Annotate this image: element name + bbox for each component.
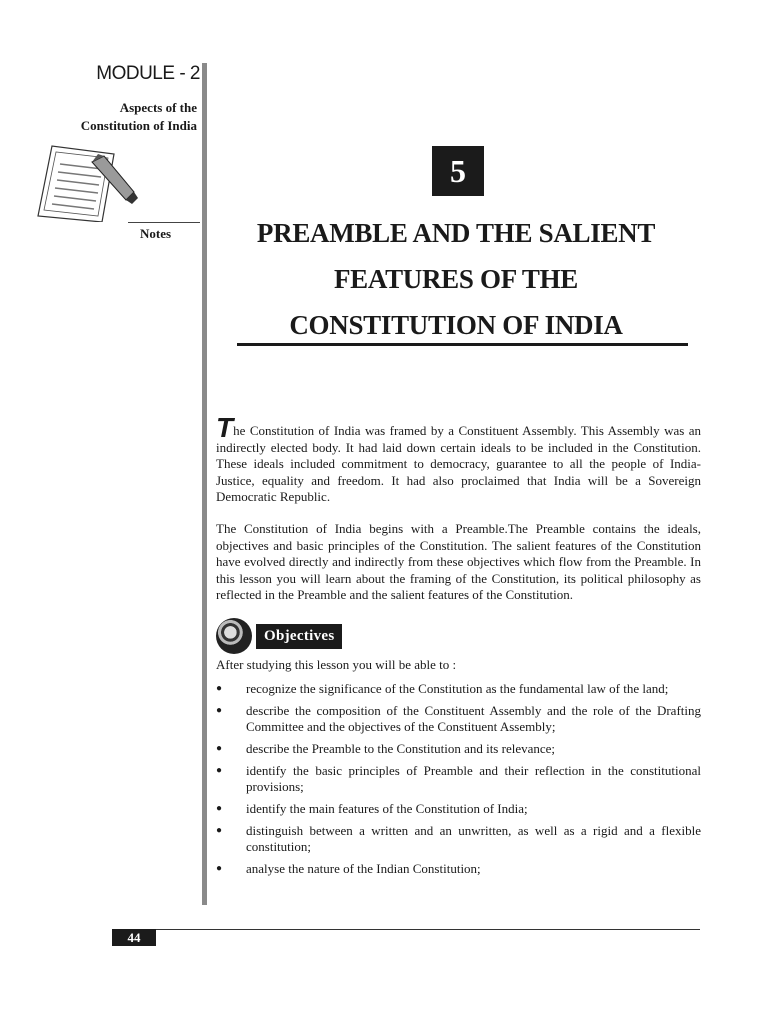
drop-cap: T <box>216 412 234 443</box>
list-item <box>216 763 701 795</box>
target-icon <box>216 618 252 654</box>
preamble-paragraph: The Constitution of India begins with a Preamble.The Preamble contains the ideals, objectives and basic principles of the Constitution. The salient features of the Constitution have evolved directly and indirectly from these objectives which flow from the Preamble. In this lesson you will learn about the framing of the Constitution, its political philosophy as reflected in the Preamble and the salient features of the Constitution. <box>216 521 701 602</box>
list-item-text: identify the basic principles of Preamble and their reflection in the constitutional provisions; <box>246 763 701 794</box>
intro-paragraph <box>216 412 701 506</box>
bullet-icon: ● <box>216 705 223 716</box>
chapter-title <box>216 210 696 348</box>
list-item-text: identify the main features of the Constitution of India; <box>246 801 528 816</box>
bullet-icon: ● <box>216 863 223 874</box>
bullet-icon: ● <box>216 765 223 776</box>
list-item <box>216 861 701 877</box>
bullet-icon: ● <box>216 683 223 694</box>
list-item-text: describe the composition of the Constituent Assembly and the role of the Drafting Committee and the objectives of the Constituent Assembly; <box>246 703 701 734</box>
bullet-icon: ● <box>216 825 223 836</box>
chapter-title-line: PREAMBLE AND THE SALIENT <box>256 218 656 248</box>
list-item <box>216 741 701 757</box>
list-item <box>216 703 701 735</box>
list-item-text: distinguish between a written and an unwritten, as well as a rigid and a flexible constitution; <box>246 823 701 854</box>
intro-paragraph-text: he Constitution of India was framed by a Constituent Assembly. This Assembly was an indirectly elected body. It had laid down certain ideals to be included in the Constitution. These ideals included commitment to democracy, guarantee to all the people of India-Justice, equality and freedom. It had also proclaimed that India will be a Sovereign Democratic Republic. <box>216 423 701 504</box>
footer-rule <box>112 929 700 930</box>
list-item-text: analyse the nature of the Indian Constitution; <box>246 861 481 876</box>
list-item <box>216 801 701 817</box>
bullet-icon: ● <box>216 803 223 814</box>
title-underline <box>237 343 688 346</box>
list-item <box>216 681 701 697</box>
section-heading <box>27 99 197 135</box>
page-number: 44 <box>112 929 156 946</box>
objectives-list <box>216 681 701 883</box>
list-item <box>216 823 701 855</box>
notes-paper-pencil-icon <box>32 138 142 222</box>
chapter-title-line: CONSTITUTION OF INDIA <box>289 310 623 340</box>
notes-label: Notes <box>140 226 172 241</box>
chapter-number: 5 <box>432 146 484 196</box>
module-label: MODULE - 2 <box>96 63 200 84</box>
section-heading-line1: Aspects of the <box>119 100 197 115</box>
objectives-intro: After studying this lesson you will be able to : <box>216 657 457 672</box>
objectives-label: Objectives <box>256 624 342 649</box>
objectives-header <box>216 618 352 654</box>
section-heading-line2: Constitution of India <box>80 118 197 133</box>
list-item-text: describe the Preamble to the Constitution and its relevance; <box>246 741 556 756</box>
list-item-text: recognize the significance of the Constitution as the fundamental law of the land; <box>246 681 669 696</box>
margin-bar <box>202 63 207 905</box>
bullet-icon: ● <box>216 743 223 754</box>
notes-divider <box>128 222 200 223</box>
chapter-title-line: FEATURES OF THE <box>333 264 579 294</box>
